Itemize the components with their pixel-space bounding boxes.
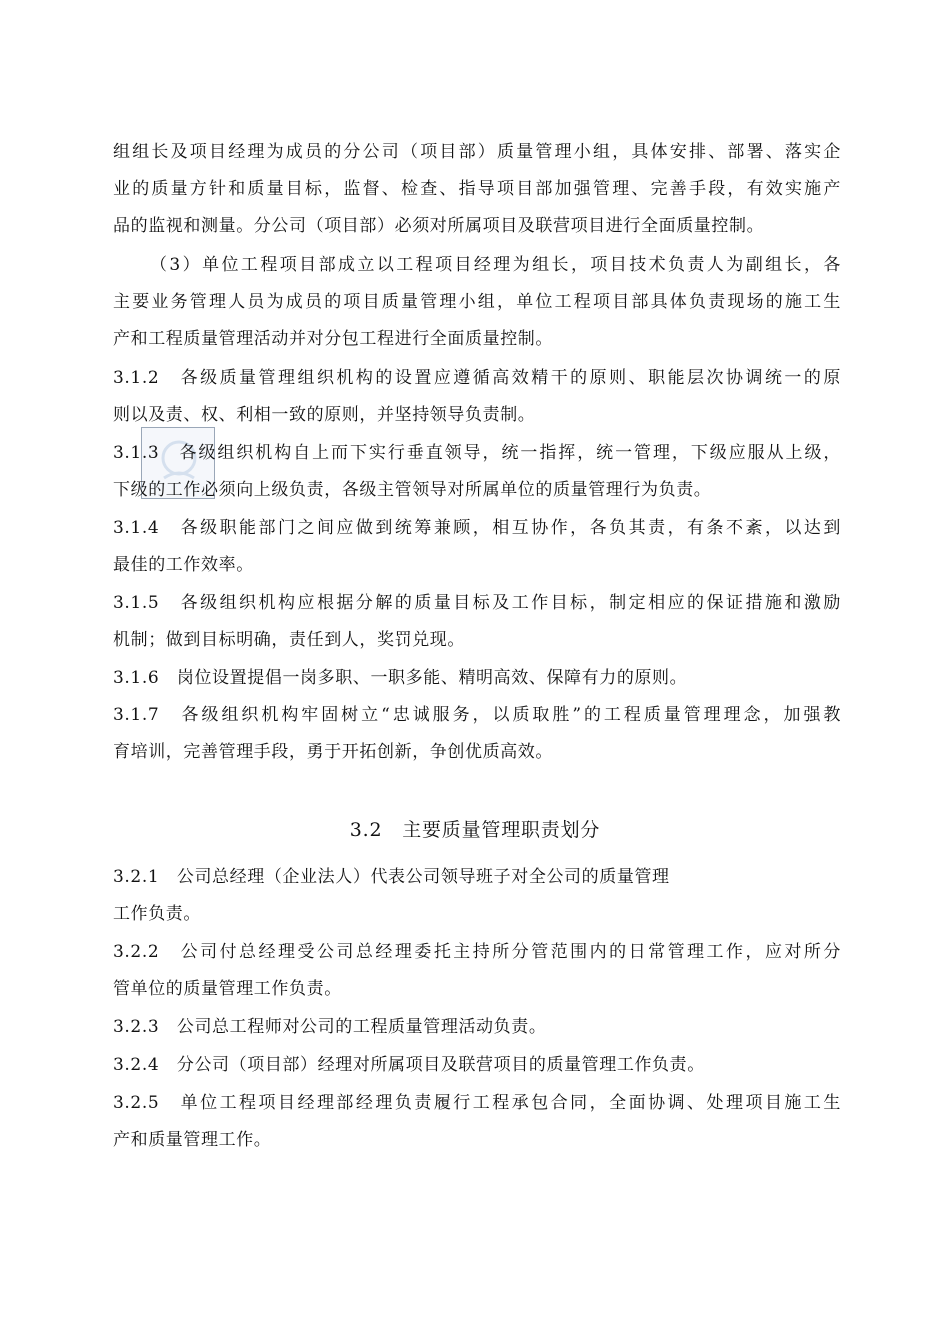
paragraph-line: 品的监视和测量。分公司（项目部）必须对所属项目及联营项目进行全面质量控制。 — [113, 216, 765, 236]
section-heading: 3.2 主要质量管理职责划分 — [349, 819, 601, 841]
clause-3-1-2: 3.1.2 各级质量管理组织机构的设置应遵循高效精干的原则、职能层次协调统一的原 — [113, 368, 841, 388]
paragraph-line: 产和质量管理工作。 — [113, 1130, 272, 1150]
clause-3-1-5: 3.1.5 各级组织机构应根据分解的质量目标及工作目标，制定相应的保证措施和激励 — [113, 593, 841, 613]
clause-3-1-3: 3.1.3 各级组织机构自上而下实行垂直领导，统一指挥，统一管理，下级应服从上级， — [113, 443, 841, 463]
clause-3-2-1: 3.2.1 公司总经理（企业法人）代表公司领导班子对全公司的质量管理 — [113, 867, 670, 887]
paragraph-line: 主要业务管理人员为成员的项目质量管理小组，单位工程项目部具体负责现场的施工生 — [113, 292, 841, 312]
clause-3-1-7: 3.1.7 各级组织机构牢固树立“忠诚服务，以质取胜”的工程质量管理理念，加强教 — [113, 705, 841, 725]
paragraph-line: 则以及责、权、利相一致的原则，并坚持领导负责制。 — [113, 405, 536, 425]
paragraph-line: 组组长及项目经理为成员的分公司（项目部）质量管理小组，具体安排、部署、落实企 — [113, 142, 841, 162]
paragraph-line: （3）单位工程项目部成立以工程项目经理为组长，项目技术负责人为副组长，各 — [150, 255, 841, 275]
clause-3-2-2: 3.2.2 公司付总经理受公司总经理委托主持所分管范围内的日常管理工作，应对所分 — [113, 942, 841, 962]
paragraph-line: 工作负责。 — [113, 904, 201, 924]
paragraph-line: 产和工程质量管理活动并对分包工程进行全面质量控制。 — [113, 329, 553, 349]
paragraph-line: 最佳的工作效率。 — [113, 555, 254, 575]
clause-3-2-4: 3.2.4 分公司（项目部）经理对所属项目及联营项目的质量管理工作负责。 — [113, 1055, 705, 1075]
clause-3-2-3: 3.2.3 公司总工程师对公司的工程质量管理活动负责。 — [113, 1017, 547, 1037]
clause-3-1-4: 3.1.4 各级职能部门之间应做到统筹兼顾，相互协作，各负其责，有条不紊，以达到 — [113, 518, 841, 538]
paragraph-line: 机制；做到目标明确，责任到人，奖罚兑现。 — [113, 630, 465, 650]
paragraph-line: 管单位的质量管理工作负责。 — [113, 979, 342, 999]
paragraph-line: 下级的工作必须向上级负责，各级主管领导对所属单位的质量管理行为负责。 — [113, 480, 712, 500]
paragraph-line: 育培训，完善管理手段，勇于开拓创新，争创优质高效。 — [113, 742, 553, 762]
clause-3-2-5: 3.2.5 单位工程项目经理部经理负责履行工程承包合同，全面协调、处理项目施工生 — [113, 1093, 841, 1113]
clause-3-1-6: 3.1.6 岗位设置提倡一岗多职、一职多能、精明高效、保障有力的原则。 — [113, 668, 688, 688]
paragraph-line: 业的质量方针和质量目标，监督、检查、指导项目部加强管理、完善手段，有效实施产 — [113, 179, 841, 199]
